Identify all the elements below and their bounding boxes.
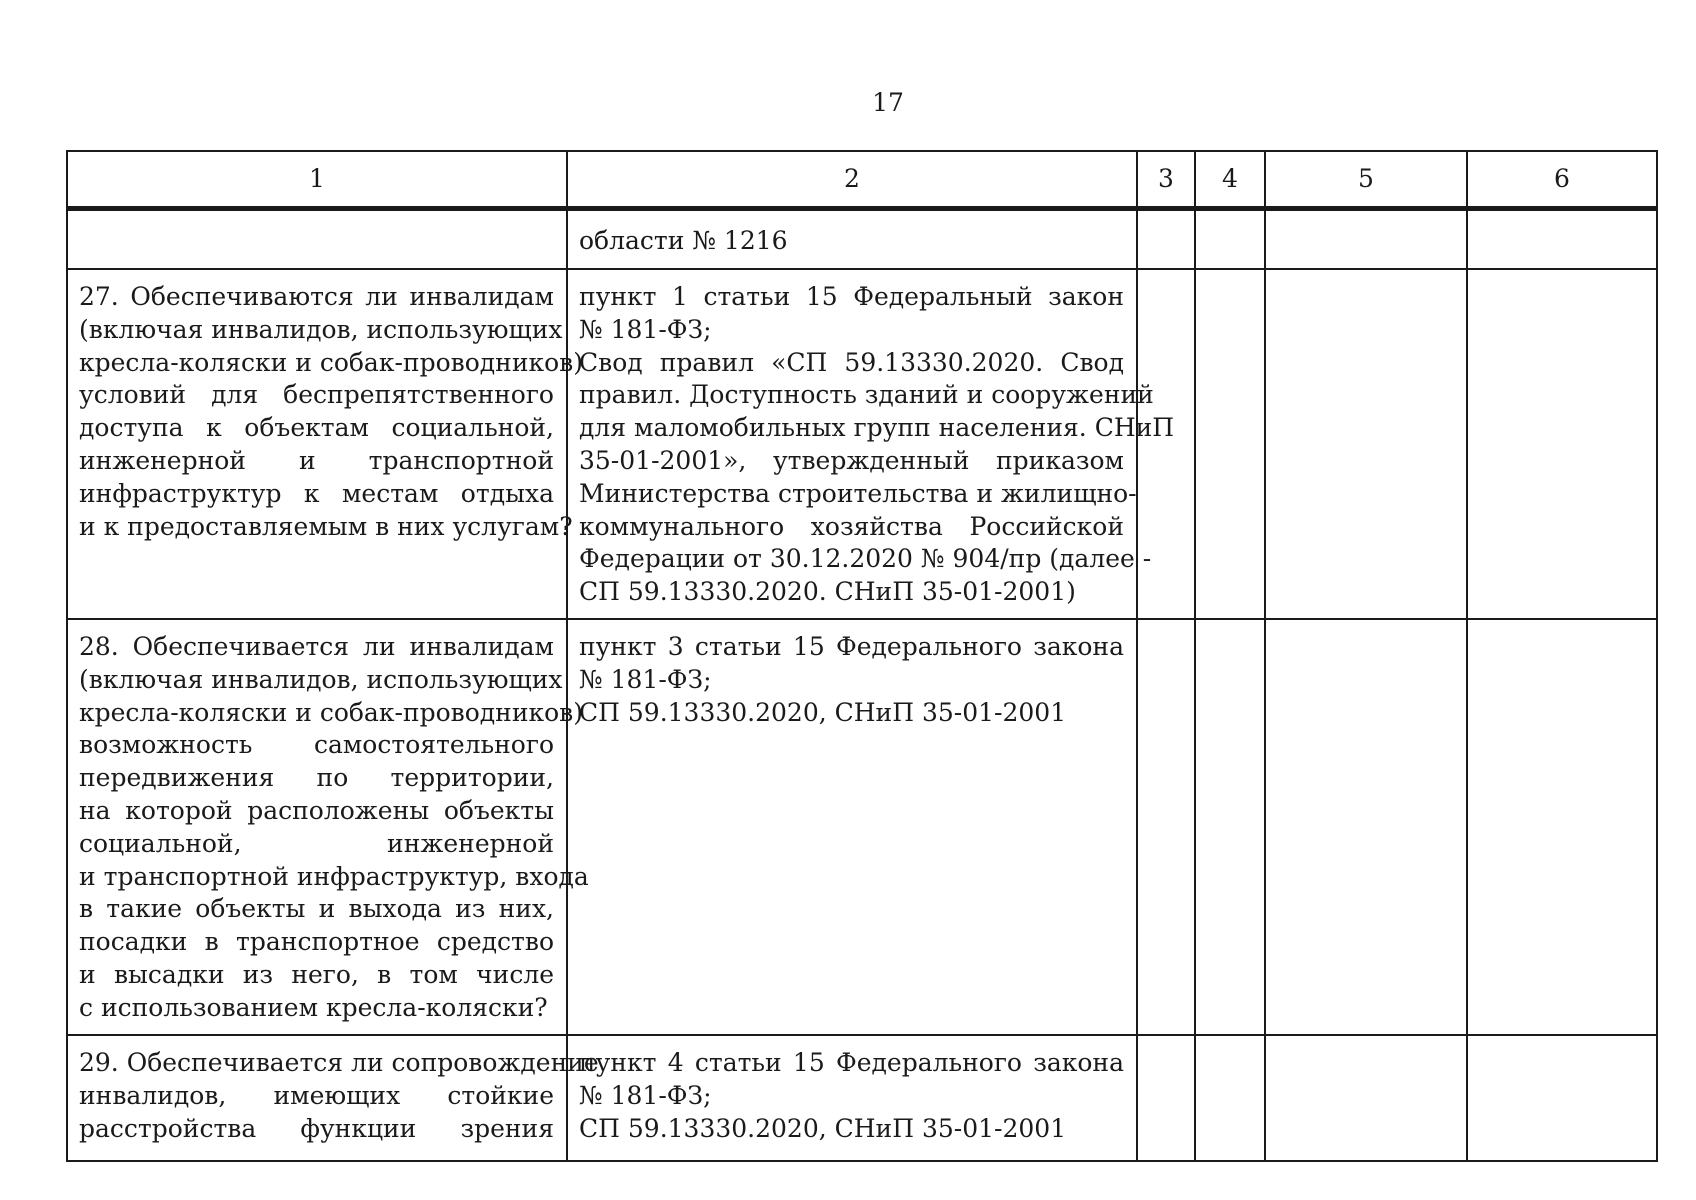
column-5-cell — [1265, 269, 1467, 619]
column-header-3: 3 — [1137, 151, 1195, 209]
requirement-cell — [567, 1035, 1137, 1161]
requirement-cell — [567, 209, 1137, 270]
question-line: посадки в транспортное средство — [79, 927, 554, 957]
question-line: с использованием кресла-коляски? — [79, 992, 548, 1022]
column-header-1: 1 — [67, 151, 567, 209]
column-5-cell — [1265, 1035, 1467, 1161]
question-cell — [67, 209, 567, 270]
question-line: условий для беспрепятственного — [79, 380, 554, 410]
question-line: и транспортной инфраструктур, входа — [79, 861, 589, 891]
question-line: 28. Обеспечивается ли инвалидам — [79, 632, 554, 661]
requirement-line: № 181-ФЗ; — [579, 664, 712, 694]
question-line: в такие объекты и выхода из них, — [79, 894, 554, 924]
column-4-cell — [1195, 1035, 1265, 1161]
question-line: (включая инвалидов, использующих — [79, 664, 563, 694]
requirement-line: пункт 1 статьи 15 Федеральный закон — [579, 282, 1124, 311]
question-line: кресла-коляски и собак-проводников) — [79, 697, 583, 727]
question-line: 27. Обеспечиваются ли инвалидам — [79, 282, 554, 311]
question-line: возможность самостоятельного — [79, 730, 554, 760]
question-line: инвалидов, имеющих стойкие — [79, 1080, 554, 1110]
column-header-2: 2 — [567, 151, 1137, 209]
requirement-line: 35-01-2001», утвержденный приказом — [579, 445, 1124, 475]
column-6-cell — [1467, 619, 1657, 1035]
column-header-5: 5 — [1265, 151, 1467, 209]
checklist-table — [66, 150, 1658, 1162]
column-3-cell — [1137, 209, 1195, 270]
question-line: кресла-коляски и собак-проводников) — [79, 347, 583, 377]
question-line: расстройства функции зрения — [79, 1113, 554, 1143]
table-row — [67, 269, 1657, 619]
requirement-line: коммунального хозяйства Российской — [579, 511, 1124, 541]
question-cell — [67, 1035, 599, 1161]
table-header-row — [67, 151, 1657, 209]
requirement-line: Федерации от 30.12.2020 № 904/пр (далее - — [579, 544, 1152, 574]
requirement-line: для маломобильных групп населения. СНиП — [579, 413, 1175, 443]
requirement-line: СП 59.13330.2020. СНиП 35-01-2001) — [579, 577, 1076, 607]
question-line: и к предоставляемым в них услугам? — [79, 511, 573, 541]
column-6-cell — [1467, 269, 1657, 619]
question-line: инфраструктур к местам отдыха — [79, 478, 554, 508]
question-line: (включая инвалидов, использующих — [79, 314, 563, 344]
requirement-line: области № 1216 — [579, 226, 788, 255]
question-line: на которой расположены объекты — [79, 795, 554, 825]
page-number: 17 — [872, 88, 904, 117]
requirement-line: правил. Доступность зданий и сооружений — [579, 380, 1154, 410]
column-4-cell — [1195, 619, 1265, 1035]
column-6-cell — [1467, 209, 1657, 270]
column-header-6: 6 — [1467, 151, 1657, 209]
question-line: передвижения по территории, — [79, 763, 554, 793]
column-5-cell — [1265, 209, 1467, 270]
requirement-line: пункт 3 статьи 15 Федерального закона — [579, 632, 1124, 661]
column-5-cell — [1265, 619, 1467, 1035]
column-6-cell — [1467, 1035, 1657, 1161]
table-row — [67, 619, 1657, 1035]
requirement-line: Министерства строительства и жилищно- — [579, 478, 1137, 508]
column-header-4: 4 — [1195, 151, 1265, 209]
requirement-line: пункт 4 статьи 15 Федерального закона — [579, 1048, 1124, 1077]
question-line: и высадки из него, в том числе — [79, 959, 554, 989]
requirement-line: № 181-ФЗ; — [579, 1080, 712, 1110]
column-4-cell — [1195, 209, 1265, 270]
question-line: инженерной и транспортной — [79, 445, 554, 475]
requirement-line: СП 59.13330.2020, СНиП 35-01-2001 — [579, 697, 1067, 727]
column-4-cell — [1195, 269, 1265, 619]
table-row — [67, 209, 1657, 270]
column-3-cell — [1137, 619, 1195, 1035]
requirement-cell — [567, 269, 1175, 619]
question-cell — [67, 619, 589, 1035]
question-line: доступа к объектам социальной, — [79, 413, 554, 443]
requirement-line: Свод правил «СП 59.13330.2020. Свод — [579, 347, 1124, 377]
column-3-cell — [1137, 1035, 1195, 1161]
table-row — [67, 1035, 1657, 1161]
question-line: 29. Обеспечивается ли сопровождение — [79, 1048, 599, 1077]
requirement-line: № 181-ФЗ; — [579, 314, 712, 344]
requirement-line: СП 59.13330.2020, СНиП 35-01-2001 — [579, 1113, 1067, 1143]
question-line: социальной, инженерной — [79, 828, 554, 858]
question-cell — [67, 269, 583, 619]
requirement-cell — [567, 619, 1137, 1035]
